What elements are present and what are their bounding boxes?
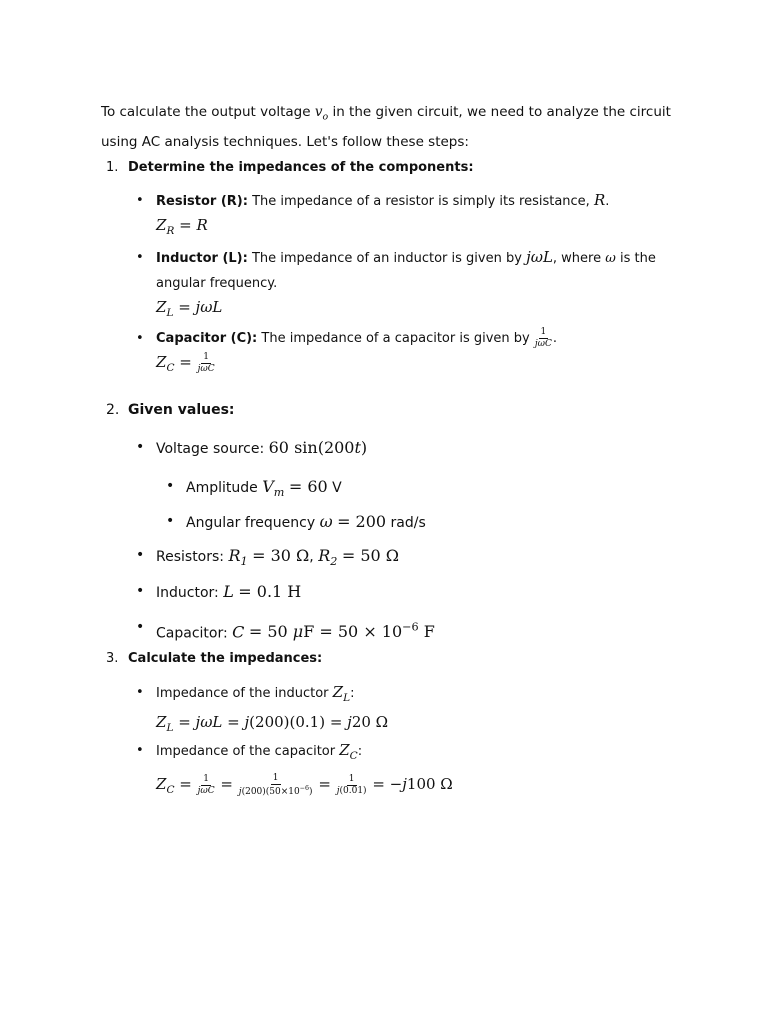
inductor-item: • Inductor (L): The impedance of an inductor is given by jωL, where ω is the angular frequency. $Z_L = j\omega L$: [136, 245, 696, 324]
angular-frequency-item: • Angular frequency ω = 200 rad/s: [166, 512, 426, 531]
inductor-equation: $Z_L = j\omega L$: [156, 298, 223, 319]
amplitude-item: • Amplitude $V_m = 60$ V: [166, 477, 342, 500]
resistor-equation: $Z_R = R$: [156, 216, 208, 237]
capacitor-impedance-item: • Impedance of the capacitor $Z_C$: $Z_C$ = $\frac{1}{\text{jωC}}$ = $\frac{1}{j(200)(50\times 10^{-6})}$ = $\frac{1}{j(0.01)}$ = −j100 Ω: [136, 738, 696, 805]
step-2-heading: 2. Given values:: [106, 402, 235, 418]
capacitor-equation: $Z_C$ = $\frac{1}{\text{jωC}}$: [156, 351, 215, 374]
voltage-source-item: • Voltage source: 60 sin(200t): [136, 438, 368, 457]
resistors-item: • Resistors: $R_1 = 30$ Ω, $R_2 = 50$ Ω: [136, 546, 400, 569]
capacitor-impedance-equation: $Z_C$ = $\frac{1}{\text{jωC}}$ = $\frac{1}{j(200)(50\times 10^{-6})}$ = $\frac{1}{j(0.01)}$ = −j100 Ω: [156, 772, 453, 797]
capacitor-value-item: • Capacitor: C = 50 $\mu F = 50 \times 10^{-6}$ F: [136, 619, 435, 642]
step-3-heading: 3. Calculate the impedances:: [106, 651, 323, 666]
step-1-heading: 1. Determine the impedances of the components:: [106, 160, 474, 175]
capacitor-item: • Capacitor (C): The impedance of a capacitor is given by $\frac{1}{\text{jωC}}$ . $Z_C$ = $\frac{1}{\text{jωC}}$: [136, 326, 696, 379]
inductor-value-item: • Inductor: L = 0.1 H: [136, 582, 302, 601]
resistor-item: • Resistor (R): The impedance of a resistor is simply its resistance, R. $Z_R = R$: [136, 188, 696, 242]
inductor-impedance-equation: $Z_L = j\omega L = j(200)(0.1) = j20$ Ω: [156, 713, 389, 734]
inductor-impedance-item: • Impedance of the inductor $Z_L$: $Z_L = j\omega L = j(200)(0.1) = j20$ Ω: [136, 680, 696, 739]
intro-paragraph: To calculate the output voltage $v_o$ in the given circuit, we need to analyze the circuit using AC analysis techniques. Let's follow these steps:: [101, 104, 671, 150]
